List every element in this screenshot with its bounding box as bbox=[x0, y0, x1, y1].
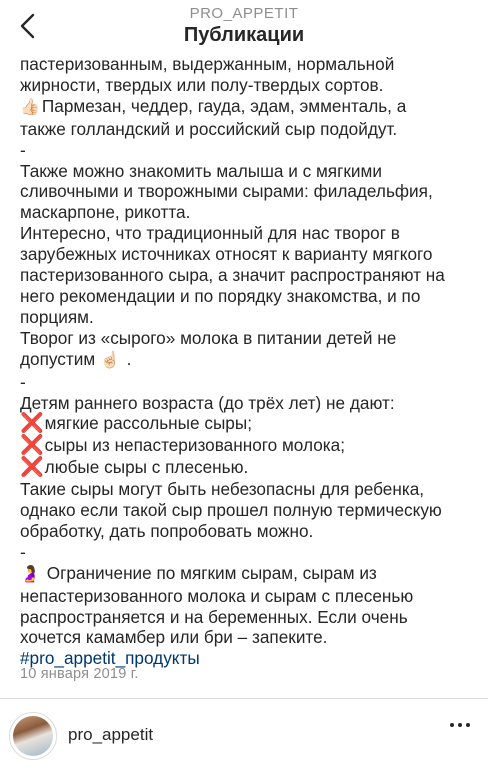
avatar[interactable] bbox=[9, 712, 57, 760]
username-link[interactable]: pro_appetit bbox=[68, 725, 154, 744]
page-title: Публикации bbox=[183, 24, 305, 46]
account-name: PRO_APPETIT bbox=[189, 5, 299, 22]
caption-line: Творог из «сырого» молока в питании детей не bbox=[20, 327, 397, 348]
caption-line: однако если такой сыр прошел полную термическую bbox=[20, 500, 442, 521]
avatar-image bbox=[13, 716, 53, 756]
caption-line: Такие сыры могут быть небезопасны для ребенка, bbox=[20, 479, 425, 500]
caption-line: 👍🏻 Пармезан, чеддер, гауда, эдам, эмменталь, а bbox=[20, 95, 407, 116]
caption-line: - bbox=[20, 139, 26, 160]
caption-line: зарубежных источниках относят к варианту мягкого bbox=[20, 244, 433, 265]
caption-line: хочется камамбер или бри – запеките. bbox=[20, 627, 328, 648]
pregnant-woman-icon: 🤰 bbox=[20, 565, 40, 583]
caption-line: сливочными и творожными сырами: филадельфия, bbox=[20, 181, 433, 202]
caption-line: - bbox=[20, 371, 26, 392]
more-options-icon[interactable] bbox=[450, 723, 470, 727]
top-bar bbox=[0, 0, 488, 50]
caption-line: непастеризованного молока и сырам с плесенью bbox=[20, 585, 414, 606]
caption-line: также голландский и российский сыр подойдут. bbox=[20, 118, 398, 139]
caption-line: Детям раннего возраста (до трёх лет) не дают: bbox=[20, 392, 395, 413]
caption-line: Также можно знакомить малыша и с мягкими bbox=[20, 160, 382, 181]
caption-line: ❌любые сыры с плесенью. bbox=[20, 457, 249, 479]
caption-line: обработку, дать попробовать можно. bbox=[20, 520, 314, 541]
caption-line: жирности, твердых или полу-твердых сортов. bbox=[20, 74, 384, 95]
post-caption bbox=[20, 54, 476, 669]
caption-line: ❌мягкие рассольные сыры; bbox=[20, 413, 252, 435]
cross-mark-icon: ❌ bbox=[20, 457, 44, 479]
thumbs-up-icon: 👍🏻 bbox=[20, 98, 40, 116]
caption-line: 🤰 Ограничение по мягким сырам, сырам из bbox=[20, 562, 377, 583]
index-pointing-up-icon: ☝🏻 bbox=[99, 351, 120, 369]
caption-line: ❌сыры из непастеризованного молока; bbox=[20, 435, 345, 457]
caption-line: маскарпоне, рикотта. bbox=[20, 202, 191, 223]
caption-line: Интересно, что традиционный для нас творог в bbox=[20, 223, 400, 244]
hashtag-link[interactable]: #pro_appetit_продукты bbox=[20, 648, 200, 669]
caption-line: него рекомендации и по порядку знакомства, и по bbox=[20, 285, 421, 306]
caption-line: пастеризованным, выдержанным, нормальной bbox=[20, 54, 395, 74]
cross-mark-icon: ❌ bbox=[20, 413, 44, 435]
caption-line: пастеризованного сыра, а значит распространяют на bbox=[20, 265, 445, 286]
post-author-bar bbox=[0, 699, 488, 770]
caption-line: распространяется и на беременных. Если очень bbox=[20, 606, 408, 627]
caption-line: допустим ☝🏻 . bbox=[20, 348, 132, 369]
cross-mark-icon: ❌ bbox=[20, 435, 44, 457]
caption-line: порциям. bbox=[20, 306, 94, 327]
post-date: 10 января 2019 г. bbox=[20, 666, 139, 682]
caption-line: - bbox=[20, 541, 26, 562]
